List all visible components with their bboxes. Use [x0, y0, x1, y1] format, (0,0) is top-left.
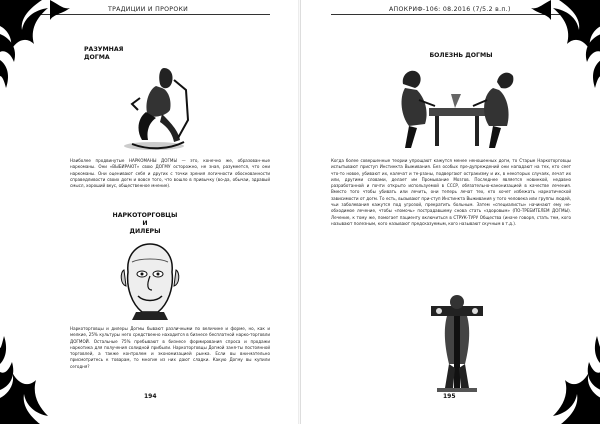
tribal-ornament-top-right [531, 0, 600, 90]
header-rule-right [331, 14, 561, 15]
illustration-caricature-head [118, 242, 182, 320]
section-text-dogma-disease: Когда более совершенные теории упрощают кажутся менее неношенных догм, то Старые Наркоторговцы испытывают приступ Инстинкта Выживания. Без особых пре-дупреждений они нападают на тех, кто сеет что-то новое, убивают их, калечат и те-рзаны, подвергают остракизму и их, в некоторых случаях, лечат их или, другими словами, делает им Промывание Мозгов. Последнее является новинкой, недавно разработанной и почти открыто используемой в СССР, обязательно-канонизацией в качестве лечения. Вместо того чтобы убивать или лечить, они теперь лечат тех, кто хочет избежать наркотической зависимости от догм. То есть, вызывают при-ступ Инстинкта Выживания у того человека или группы людей, чьи заболевания кажутся под угрозой, прекратить больным. Затем «специалисты» начинают ему не-обходимое лечение, чтобы «помочь» пострадавшему снова стать «здоровым» (ПО-ТРЕБИТЕЛЕМ ДОГМЫ). Лечение, к тому же, помогает пациенту включиться в СТРУК-ТУРУ Общества (иначе говоря, стать тем, кого называют полезным, кого называют предсказуемым, кого называют скучным в т.д.). [331, 158, 571, 226]
page-number-right: 195 [443, 393, 456, 400]
tribal-ornament-top-left [0, 0, 70, 90]
section-text-dealers: Наркоторговцы и дилеры Догмы бывают различными по величине и форме, но, как и мелкие, 25% культуры него средственно находится в бизнесе бесплатной нарко-торговли ДОГМОЙ. Остальные 75% пребывают в бизнесе формирования спроса и продажи наркотика для получения солидной прибыли. Наркоторговцы Догмой заня-ты постоянной торговлей, а также контролем и экономизацией рынка. Если вы вни-мательно присмотритесь к товарам, то многие из них дают сладки. Какую Догму вы купили сегодня? [70, 326, 270, 369]
section-title-dealers-line1: НАРКОТОРГОВЦЫ [112, 212, 178, 219]
section-title-dogma-disease: БОЛЕЗНЬ ДОГМЫ [429, 52, 493, 59]
right-page [300, 0, 600, 424]
section-title-reasonable-dogma: РАЗУМНАЯ ДОГМА [84, 46, 124, 61]
running-head-left: ТРАДИЦИИ И ПРОРОКИ [108, 6, 189, 13]
tribal-ornament-bottom-right [531, 334, 600, 424]
tribal-ornament-bottom-left [0, 334, 70, 424]
header-rule-left [40, 14, 270, 15]
section-title-dealers-line3: ДИЛЕРЫ [129, 228, 161, 235]
illustration-man-in-chair [118, 60, 198, 152]
illustration-men-at-table [395, 64, 519, 150]
page-number-left: 194 [144, 393, 157, 400]
section-text-reasonable-dogma: Наиболее продвинутые НАРКОМАНЫ ДОГМЫ — это, конечно же, образован-ные наркоманы. Они «ВЫБИРАЮТ» свою ДОГМУ осторожно, не зная, разумеется, что они наркоманы. Они оценивают себя и других с точки зрения логичности обоснованности справедливости своих догм и вовсе того, что вошло в привычку (во-да, обычаи, здравый смысл, хороший вкус, общественное мнение). [70, 158, 270, 189]
section-title-dealers-line2: И [142, 220, 148, 227]
running-head-right: АПОКРИФ-106: 08.2016 (7/5.2 в.п.) [389, 6, 511, 13]
illustration-man-in-pillory [427, 284, 487, 392]
section-title-dealers [110, 212, 180, 236]
